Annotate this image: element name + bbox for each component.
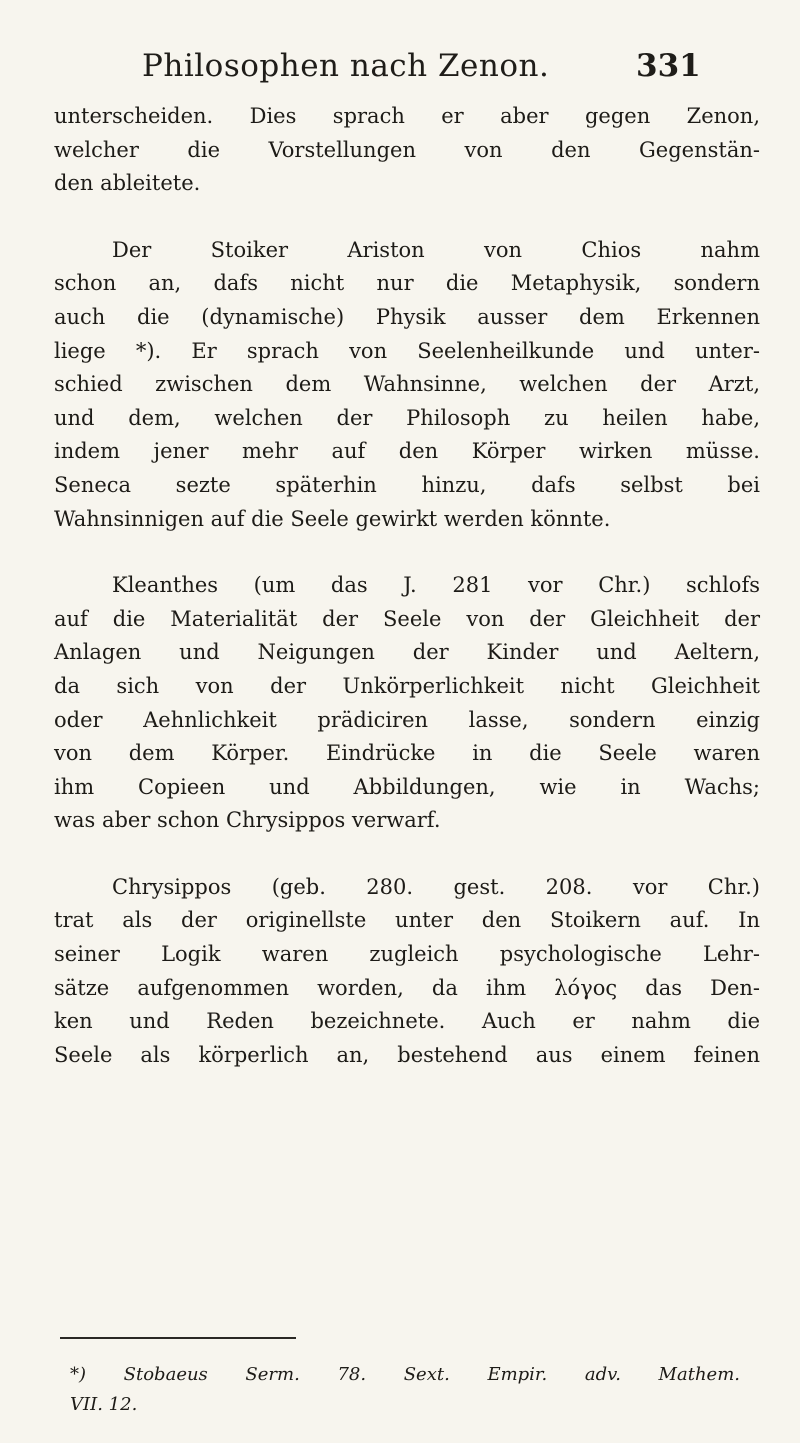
text-line: Anlagen und Neigungen der Kinder und Aeltern, — [54, 640, 760, 665]
text-line: Der Stoiker Ariston von Chios nahm — [112, 237, 760, 262]
text-line: Wahnsinnigen auf die Seele gewirkt werden könnte. — [54, 506, 611, 531]
paragraph — [54, 569, 760, 838]
paragraph — [54, 234, 760, 536]
text-line: und dem, welchen der Philosoph zu heilen habe, — [54, 405, 760, 430]
text-line: auf die Materialität der Seele von der Gleichheit der — [54, 606, 760, 631]
body-text — [54, 100, 760, 1072]
paragraph — [54, 871, 760, 1073]
text-line: den ableitete. — [54, 171, 201, 196]
running-head: Philosophen nach Zenon. — [142, 48, 550, 84]
text-line: seiner Logik waren zugleich psychologische Lehr- — [54, 942, 760, 967]
text-line: liege *). Er sprach von Seelenheilkunde und unter- — [54, 338, 760, 363]
text-line: Seneca sezte späterhin hinzu, dafs selbst bei — [54, 472, 760, 497]
text-line: Seele als körperlich an, bestehend aus einem feinen — [54, 1042, 760, 1067]
text-line: Chrysippos (geb. 280. gest. 208. vor Chr.) — [112, 874, 760, 899]
text-line: welcher die Vorstellungen von den Gegenstän- — [54, 137, 760, 162]
text-line: auch die (dynamische) Physik ausser dem Erkennen — [54, 304, 760, 329]
text-line: schon an, dafs nicht nur die Metaphysik, sondern — [54, 271, 760, 296]
text-line: ihm Copieen und Abbildungen, wie in Wachs; — [54, 774, 760, 799]
footnote-line: VII. 12. — [70, 1394, 138, 1415]
footnote-line: *) Stobaeus Serm. 78. Sext. Empir. adv. Mathem. — [70, 1364, 740, 1385]
text-line: von dem Körper. Eindrücke in die Seele waren — [54, 741, 760, 766]
text-line: sätze aufgenommen worden, da ihm λόγος das Den- — [54, 975, 760, 1000]
text-line: ken und Reden bezeichnete. Auch er nahm die — [54, 1009, 760, 1034]
footnote-divider — [60, 1337, 296, 1339]
text-line: was aber schon Chrysippos verwarf. — [54, 808, 441, 833]
text-line: unterscheiden. Dies sprach er aber gegen Zenon, — [54, 104, 760, 128]
paragraph — [54, 100, 760, 201]
footnotes — [70, 1360, 740, 1420]
text-line: da sich von der Unkörperlichkeit nicht Gleichheit — [54, 673, 760, 698]
text-line: trat als der originellste unter den Stoikern auf. In — [54, 908, 760, 933]
text-line: indem jener mehr auf den Körper wirken müsse. — [54, 439, 760, 464]
text-line: Kleanthes (um das J. 281 vor Chr.) schlofs — [112, 573, 760, 598]
text-line: schied zwischen dem Wahnsinne, welchen der Arzt, — [54, 372, 760, 397]
text-line: oder Aehnlichkeit prädiciren lasse, sondern einzig — [54, 707, 760, 732]
page-number: 331 — [636, 48, 701, 84]
